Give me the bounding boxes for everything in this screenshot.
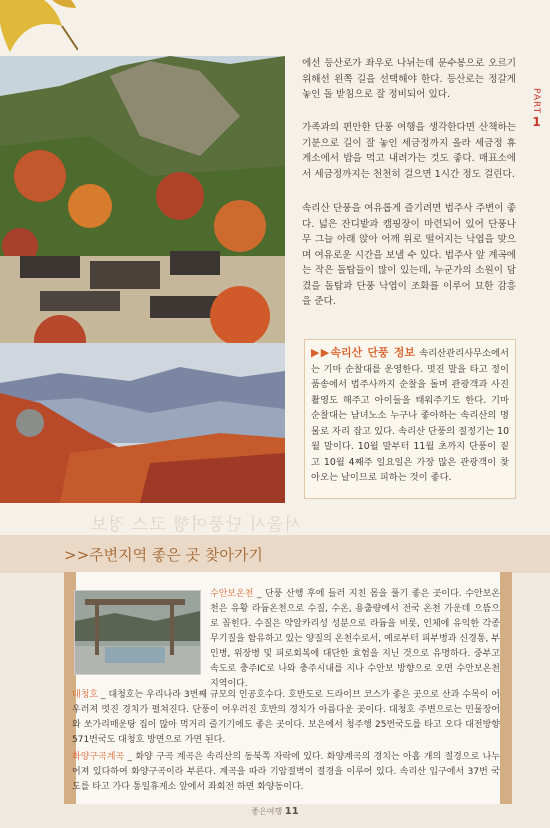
page-footer [0,806,550,817]
part-side-tab [530,88,544,128]
part-number: 1 [532,115,542,130]
item-suanbo [210,587,500,692]
item-daecheongho-name: 대청호 [72,690,99,700]
hot-spring-photo [74,590,201,675]
item-suanbo-name: 수안보온천 [210,589,254,599]
paragraph-trail: 에선 등산로가 좌우로 나뉘는데 문수봉으로 오르기 위해선 왼쪽 길을 선택해야 한다. 등산로는 정갈게 놓인 돌 받침으로 잘 정비되어 있다. [302,58,516,100]
item-suanbo-text: _ 단풍 산행 후에 들러 지친 몸을 풀기 좋은 곳이다. 수안보온천은 유황 라듐온천으로 수질, 수온, 용출량에서 전국 온천 가운데 으뜸으로 꼽힌다. 수질은 약알카리성 성분으로 라듐을 비롯, 인체에 유익한 각종 무기질을 함유하고 있는 양질의 온천수로서, 예로부터 피부병과 신경통, 부인병, 위장병 및 피로회복에 대단한 효험을 지닌 것으로 유명하다. 중부고속도로 충주IC로 나와 충주시내를 지나 수안보 방향으로 오면 수안보온천 지역이다. [210,589,500,689]
ghost-bleed-text: 서울시 단풍여행 코스 정보 [90,515,301,535]
misty-mountain-photo [0,343,285,503]
item-hwayang-text: _ 화양 구곡 계곡은 속리산의 동북쪽 자락에 있다. 화양계곡의 경치는 아홉 개의 절경으로 나누어져 있다하여 화양구곡이라 부른다. 계곡을 따라 기암절벽이 절경을 이루어 있다. 속리산 입구에서 37번 국도를 타고 가다 통일휴게소 앞에서 좌회전 하면 화양동이다. [72,752,500,792]
paragraph-family-trip: 가족과의 편안한 단풍 여행을 생각한다면 산책하는 기분으로 길이 잘 놓인 세금정까지 올라 세금정 휴게소에서 밥을 먹고 내려가는 것도 좋다. 매표소에서 세금정까지는 천천히 걸으면 1시간 정도 걸린다. [302,122,516,180]
part-label: PART [531,88,541,115]
item-hwayang [72,750,500,795]
footer-magazine: 좋은여행 [251,807,283,816]
item-daecheongho [72,688,500,748]
item-hwayang-name: 화양구곡계곡 [72,752,125,762]
paragraph-beopjusa: 속리산 단풍을 여유롭게 즐기려면 법주사 주변이 좋다. 넓은 잔디밭과 캠핑장이 마련되어 있어 단풍나무 그늘 아래 앉아 어깨 위로 떨어지는 낙엽을 맞으며 여유로운 시간을 보낼 수 있다. 법주사 앞 계곡에는 작은 돌탑들이 많이 있는데, 누군가의 소원이 담겼을 돌탑과 단풍 낙엽이 조화를 이루어 묘한 감흥을 준다. [302,203,516,307]
item-daecheongho-text: _ 대청호는 우리나라 3번째 규모의 인공호수다. 호반도로 드라이브 코스가 좋은 곳으로 산과 수목이 어우러져 멋진 경치가 펼쳐진다. 단풍이 어우러진 호반의 경치가 아름다운 곳이다. 대청호 주변으로는 민물장어와 쏘가리매운탕 집이 많아 먹거리 즐기기에도 좋은 곳이다. 보은에서 청주행 25번국도를 타고 오다 대전방향 571번국도 대청호 방면으로 가면 된다. [72,690,500,745]
info-box-title: ▶▶속리산 단풍 정보 [311,346,415,359]
ginkgo-leaf-decoration [0,0,78,56]
temple-autumn-photo [0,56,285,343]
info-box-body: 속리산관리사무소에서는 기마 순찰대를 운영한다. 멋진 말을 타고 정이품송에서 법주사까지 순찰을 돌며 관광객과 사진 촬영도 해주고 아이들을 태워주기도 한다. 기마 순찰대는 남녀노소 누구나 좋아하는 속리산의 명물로 자리 잡고 있다. 속리산 단풍의 절정기는 10월 말이다. 10월 말부터 11월 초까지 단풍이 짙고 10월 4째주 일요일은 가장 많은 관광객이 찾아오는 날이므로 피하는 것이 좋다. [311,348,509,483]
page-number: 11 [284,806,299,817]
nearby-section-title: >>주변지역 좋은 곳 찾아가기 [64,546,263,564]
autumn-info-box [304,339,516,499]
